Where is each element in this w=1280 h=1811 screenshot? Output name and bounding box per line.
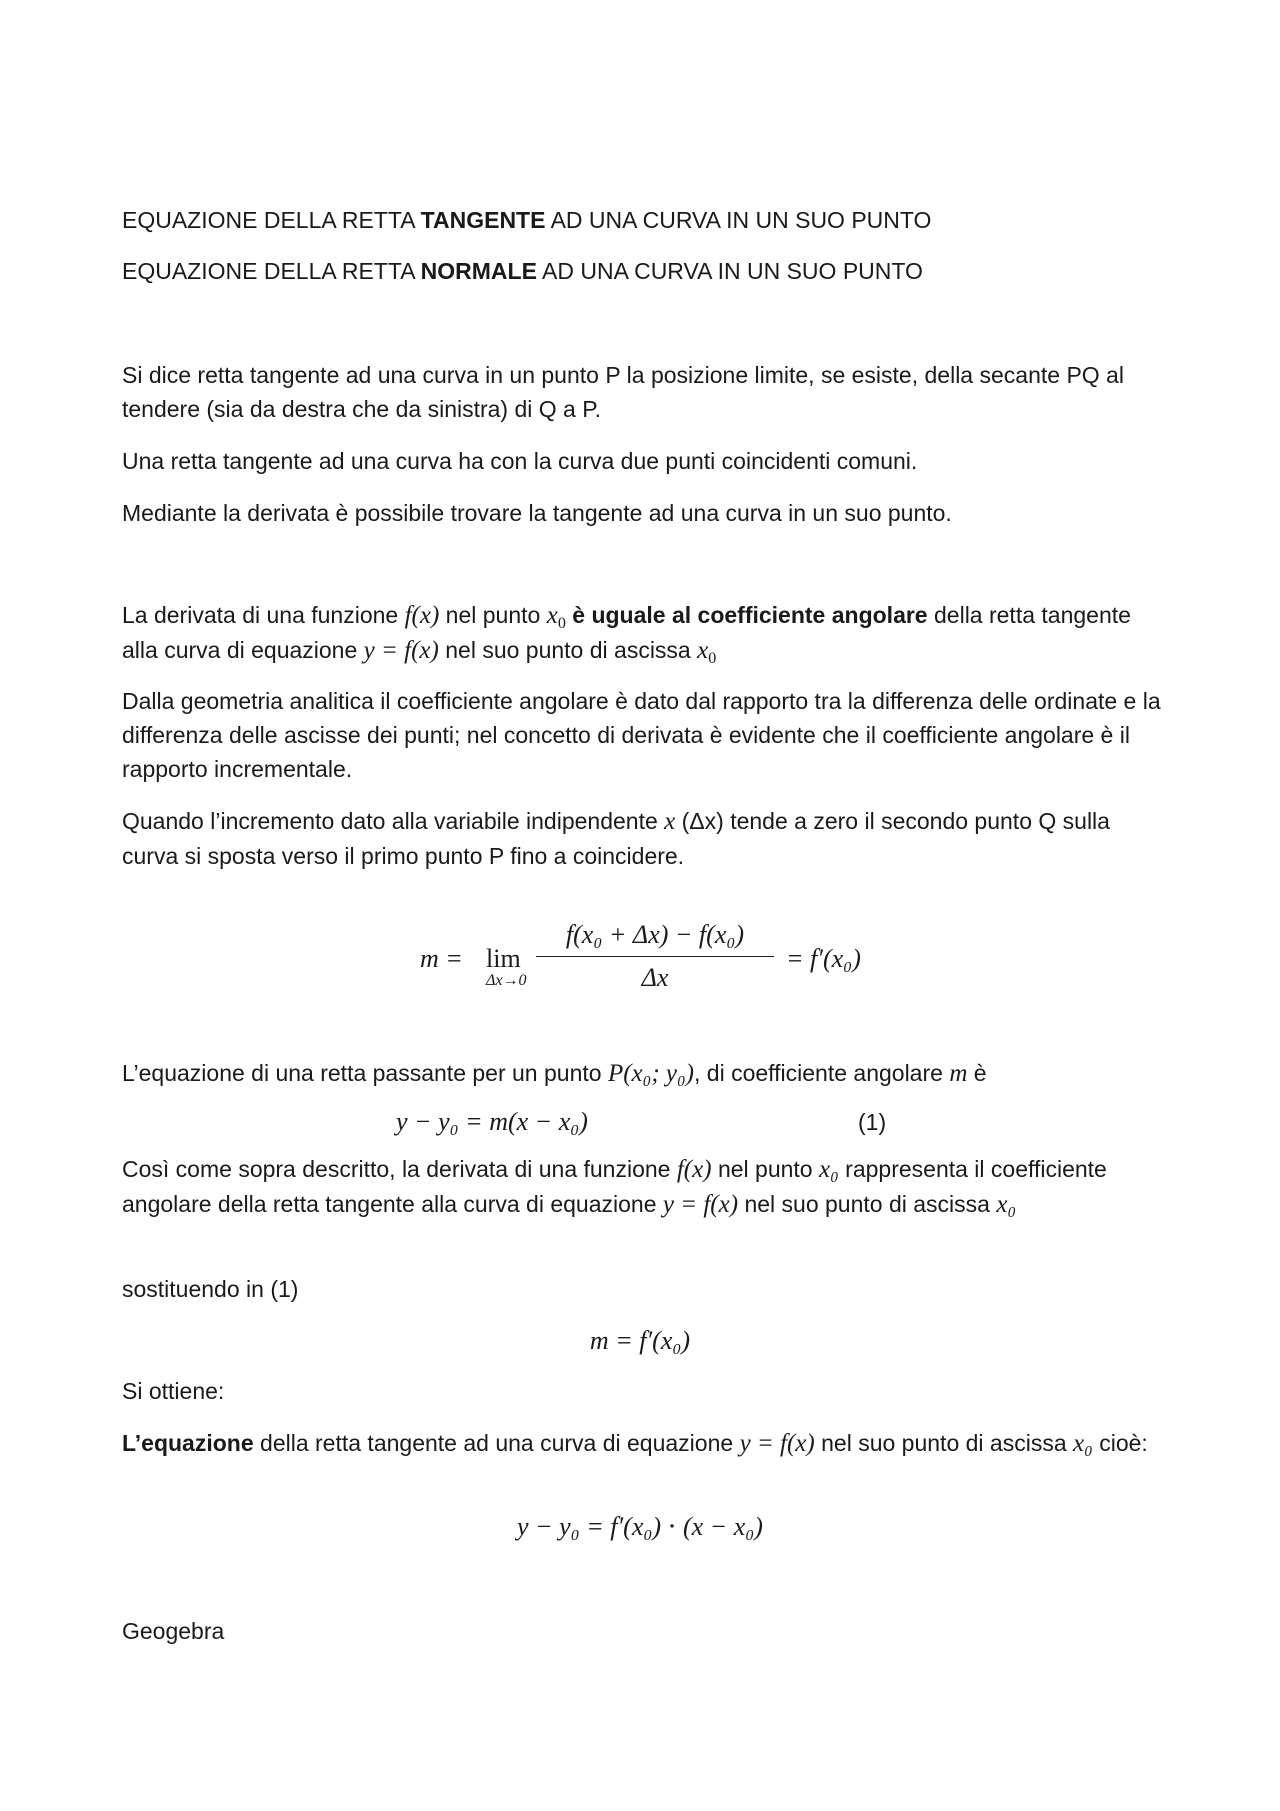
fraction-bar (536, 956, 774, 957)
derivative-limit-formula (420, 918, 890, 998)
formula-rhs: = f′(x₀) (786, 944, 861, 973)
formula-lhs: m = (420, 944, 463, 973)
formula-numerator: f(x₀ + Δx) − f(x₀) (565, 920, 745, 949)
formula-fraction (536, 918, 774, 995)
geogebra-label: Geogebra (122, 1618, 225, 1644)
formula-lim-subscript: Δx→0 (486, 972, 527, 989)
point-slope-equation: y − y₀ = m(x − x₀) (396, 1107, 588, 1136)
formula-lim: lim (486, 944, 521, 973)
paragraph-line-equation: L’equazione di una retta passante per un punto P(x₀; y₀), di coefficiente angolare m è (122, 1060, 987, 1087)
heading-normale: EQUAZIONE DELLA RETTA NORMALE AD UNA CURVA IN UN SUO PUNTO (122, 258, 923, 284)
paragraph-result: Si ottiene: (122, 1378, 225, 1404)
paragraph-derivative-slope: La derivata di una funzione f(x) nel punto $x_0$ è uguale al coefficiente angolare della retta tangente alla curva di equazione y = f(x) nel suo punto di ascissa $x_0$ (122, 602, 1131, 667)
formula-denominator: Δx (641, 963, 669, 992)
paragraph-analytic-geometry: Dalla geometria analitica il coefficiente angolare è dato dal rapporto tra la differenza delle ordinate e la differenza delle ascisse dei punti; nel concetto di derivata è evidente che il coefficiente angolare è il rapporto incrementale. (122, 688, 1161, 782)
paragraph-increment: Quando l’incremento dato alla variabile indipendente x (Δx) tende a zero il secondo punto Q sulla curva si sposta verso il primo punto P fino a coincidere. (122, 808, 1110, 869)
paragraph-tangent-equation: L’equazione della retta tangente ad una curva di equazione y = f(x) nel suo punto di ascissa x₀ cioè: (122, 1430, 1148, 1457)
paragraph-as-described: Così come sopra descritto, la derivata di una funzione f(x) nel punto x₀ rappresenta il coefficiente angolare della retta tangente alla curva di equazione y = f(x) nel suo punto di ascissa x₀ (122, 1156, 1107, 1218)
paragraph-substituting: sostituendo in (1) (122, 1276, 299, 1302)
paragraph-coincident-points: Una retta tangente ad una curva ha con la curva due punti coincidenti comuni. (122, 448, 918, 474)
paragraph-definition: Si dice retta tangente ad una curva in un punto P la posizione limite, se esiste, della secante PQ al tendere (sia da destra che da sinistra) di Q a P. (122, 362, 1124, 422)
tangent-line-formula: y − y₀ = f′(x₀) ⋅ (x − x₀) (517, 1512, 763, 1541)
heading-tangente: EQUAZIONE DELLA RETTA TANGENTE AD UNA CURVA IN UN SUO PUNTO (122, 207, 932, 233)
paragraph-derivative-use: Mediante la derivata è possibile trovare la tangente ad una curva in un suo punto. (122, 500, 952, 526)
slope-equals-derivative: m = f′(x₀) (589, 1326, 691, 1355)
equation-number: (1) (858, 1109, 887, 1135)
